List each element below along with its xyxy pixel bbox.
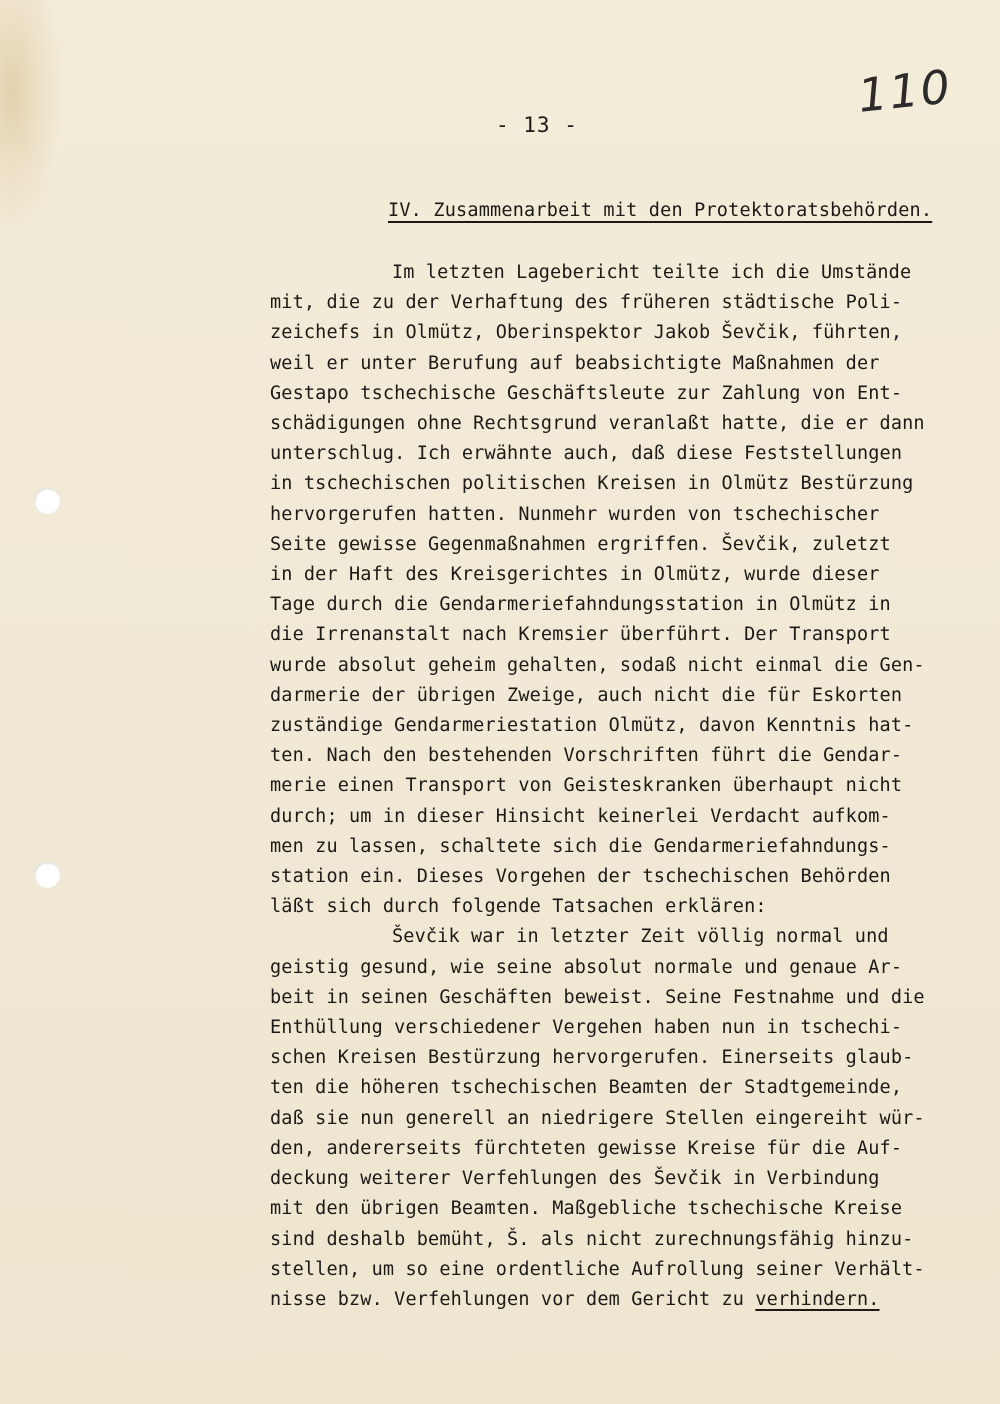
text-line: deckung weiterer Verfehlungen des Ševčik in Verbindung	[270, 1168, 880, 1190]
text-line: mit, die zu der Verhaftung des früheren städtische Poli-	[270, 292, 903, 314]
text-line: wurde absolut geheim gehalten, sodaß nicht einmal die Gen-	[270, 654, 925, 676]
text-line: Tage durch die Gendarmeriefahndungsstation in Olmütz in	[270, 594, 891, 616]
text-line: merie einen Transport von Geisteskranken überhaupt nicht	[270, 775, 903, 797]
text-line: weil er unter Berufung auf beabsichtigte Maßnahmen der	[270, 352, 880, 374]
text-line: mit den übrigen Beamten. Maßgebliche tschechische Kreise	[270, 1198, 903, 1220]
text-line-last	[270, 1285, 985, 1315]
text-line: station ein. Dieses Vorgehen der tschechischen Behörden	[270, 866, 891, 888]
text-line: darmerie der übrigen Zweige, auch nicht die für Eskorten	[270, 684, 903, 706]
text-line: hervorgerufen hatten. Nunmehr wurden von tschechischer	[270, 503, 880, 525]
text-line: geistig gesund, wie seine absolut normale und genaue Ar-	[270, 956, 903, 978]
text-line: in tschechischen politischen Kreisen in Olmütz Bestürzung	[270, 473, 914, 495]
punch-hole-lower	[34, 862, 60, 888]
text-line: men zu lassen, schaltete sich die Gendarmeriefahndungs-	[270, 835, 891, 857]
text-line: beit in seinen Geschäften beweist. Seine Festnahme und die	[270, 986, 925, 1008]
text-line: Ševčik war in letzter Zeit völlig normal und	[392, 926, 889, 948]
text-line: stellen, um so eine ordentliche Aufrollung seiner Verhält-	[270, 1258, 925, 1280]
text-line: zuständige Gendarmeriestation Olmütz, davon Kenntnis hat-	[270, 715, 914, 737]
page-number: - 13 -	[496, 113, 578, 137]
text-line: Seite gewisse Gegenmaßnahmen ergriffen. Ševčik, zuletzt	[270, 533, 891, 555]
text-line: zeichefs in Olmütz, Oberinspektor Jakob Ševčik, führten,	[270, 322, 903, 344]
handwritten-folio-number: 110	[855, 59, 955, 123]
text-line: den, andererseits fürchteten gewisse Kreise für die Auf-	[270, 1137, 903, 1159]
text-line-last-start: nisse bzw. Verfehlungen vor dem Gericht zu	[270, 1288, 745, 1310]
text-line: schen Kreisen Bestürzung hervorgerufen. Einerseits glaub-	[270, 1047, 914, 1069]
text-line: ten die höheren tschechischen Beamten der Stadtgemeinde,	[270, 1077, 903, 1099]
text-line: die Irrenanstalt nach Kremsier überführt. Der Transport	[270, 624, 891, 646]
text-line: Enthüllung verschiedener Vergehen haben nun in tschechi-	[270, 1017, 903, 1039]
text-line: ten. Nach den bestehenden Vorschriften führt die Gendar-	[270, 745, 903, 767]
paper-stain	[0, 0, 60, 230]
body-text	[270, 258, 985, 1315]
text-line: durch; um in dieser Hinsicht keinerlei Verdacht aufkom-	[270, 805, 891, 827]
underlined-word: verhindern.	[755, 1288, 880, 1310]
text-line: Im letzten Lagebericht teilte ich die Umstände	[392, 262, 912, 283]
text-line: daß sie nun generell an niedrigere Stellen eingereiht wür-	[270, 1107, 925, 1129]
section-heading: IV. Zusammenarbeit mit den Protektoratsbehörden.	[388, 200, 933, 221]
text-line: in der Haft des Kreisgerichtes in Olmütz, wurde dieser	[270, 564, 880, 586]
text-line: Gestapo tschechische Geschäftsleute zur Zahlung von Ent-	[270, 382, 903, 404]
text-line: unterschlug. Ich erwähnte auch, daß diese Feststellungen	[270, 443, 903, 465]
text-line: schädigungen ohne Rechtsgrund veranlaßt hatte, die er dann	[270, 413, 925, 435]
punch-hole-upper	[34, 488, 60, 514]
text-line: sind deshalb bemüht, Š. als nicht zurechnungsfähig hinzu-	[270, 1228, 914, 1250]
text-line: läßt sich durch folgende Tatsachen erklären:	[270, 896, 767, 918]
